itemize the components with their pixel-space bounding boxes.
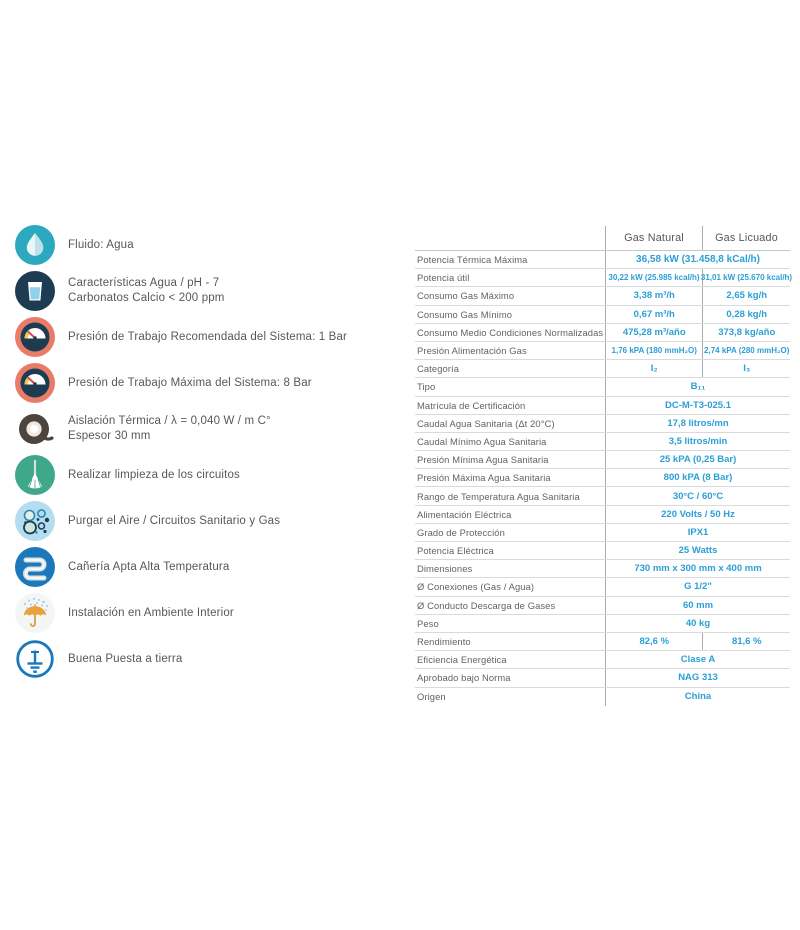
feature-item	[15, 406, 413, 452]
table-row	[415, 506, 790, 524]
feature-line: Presión de Trabajo Máxima del Sistema: 8 Bar	[68, 376, 312, 389]
spec-row-label: Eficiencia Energética	[417, 654, 507, 666]
spec-value: 373,8 kg/año	[702, 324, 790, 341]
spec-row-label: Caudal Agua Sanitaria (Δt 20°C)	[417, 417, 555, 429]
spec-value: NAG 313	[678, 672, 718, 684]
feature-line: Aislación Térmica / λ = 0,040 W / m C°	[68, 415, 271, 427]
feature-text	[68, 238, 134, 253]
spec-value: 31,01 kW (25.670 kcal/h)	[702, 269, 790, 286]
table-row	[415, 451, 790, 469]
spec-row-label: Ø Conducto Descarga de Gases	[417, 599, 556, 611]
feature-line: Cañería Apta Alta Temperatura	[68, 560, 230, 573]
column-header-gas-licuado: Gas Licuado	[702, 226, 790, 250]
spec-row-values	[605, 251, 790, 268]
table-row	[415, 669, 790, 687]
spec-value: DC-M-T3-025.1	[665, 399, 731, 411]
table-row	[415, 688, 790, 706]
spec-value: 1,76 kPA (180 mmH₂O)	[611, 346, 697, 356]
feature-line: Buena Puesta a tierra	[68, 652, 183, 665]
spec-row-values	[605, 324, 790, 341]
table-row	[415, 342, 790, 360]
spec-value: I₃	[702, 360, 790, 377]
feature-line: Espesor 30 mm	[68, 430, 151, 442]
spec-row-label: Consumo Medio Condiciones Normalizadas	[417, 326, 604, 338]
water-glass-icon	[15, 271, 55, 311]
feature-line: Características Agua / pH - 7	[68, 277, 220, 289]
spec-row-values	[605, 651, 790, 668]
spec-row-label: Peso	[417, 617, 439, 629]
table-row	[415, 651, 790, 669]
spec-value: 475,28 m³/año	[622, 326, 686, 338]
table-row	[415, 524, 790, 542]
table-row	[415, 433, 790, 451]
spec-row-values	[605, 451, 790, 468]
spec-row-label: Potencia Térmica Máxima	[417, 254, 528, 266]
feature-text	[68, 330, 347, 345]
spec-value: 81,6 %	[702, 633, 790, 650]
spec-row-label: Presión Máxima Agua Sanitaria	[417, 472, 551, 484]
spec-table-header	[415, 226, 790, 251]
spec-value: 0,67 m³/h	[633, 308, 675, 320]
pipe-icon	[15, 547, 55, 587]
column-header-gas-natural: Gas Natural	[605, 226, 702, 250]
feature-text	[68, 652, 182, 667]
spec-row-values	[605, 342, 790, 359]
spec-row-label: Dimensiones	[417, 563, 473, 575]
spec-row-values	[605, 397, 790, 414]
pressure-gauge-icon	[15, 317, 55, 357]
spec-row-values	[605, 487, 790, 504]
feature-item	[15, 268, 413, 314]
spec-value: 17,8 litros/mn	[667, 417, 729, 429]
spec-row-label: Tipo	[417, 381, 436, 393]
table-row	[415, 306, 790, 324]
spec-row-values	[605, 287, 790, 304]
spec-row-label: Grado de Protección	[417, 526, 505, 538]
spec-row-values	[605, 615, 790, 632]
spec-row-values	[605, 524, 790, 541]
table-row	[415, 360, 790, 378]
table-row	[415, 542, 790, 560]
table-row	[415, 397, 790, 415]
spec-value: 25 Watts	[678, 545, 718, 557]
feature-line: Instalación en Ambiente Interior	[68, 606, 234, 619]
spec-value: I₂	[650, 363, 658, 375]
feature-text	[68, 414, 271, 444]
table-row	[415, 578, 790, 596]
spec-row-label: Potencia Eléctrica	[417, 545, 494, 557]
spec-value: 40 kg	[685, 617, 711, 629]
feature-line: Realizar limpieza de los circuitos	[68, 468, 240, 481]
spec-value: 220 Volts / 50 Hz	[661, 508, 735, 520]
spec-value: 3,5 litros/min	[668, 435, 728, 447]
spec-value: 82,6 %	[639, 636, 670, 648]
spec-value: China	[684, 691, 712, 703]
table-row	[415, 415, 790, 433]
feature-line: Purgar el Aire / Circuitos Sanitario y Gas	[68, 514, 281, 527]
spec-value: 0,28 kg/h	[702, 306, 790, 323]
spec-row-values	[605, 597, 790, 614]
table-row	[415, 487, 790, 505]
feature-item	[15, 452, 413, 498]
feature-item	[15, 222, 413, 268]
spec-row-values	[605, 506, 790, 523]
feature-line: Fluido: Agua	[68, 238, 134, 251]
spec-row-label: Ø Conexiones (Gas / Agua)	[417, 581, 535, 593]
spec-value: 30°C / 60°C	[672, 490, 724, 502]
spec-value: B₁₁	[690, 381, 706, 393]
feature-text	[68, 514, 280, 529]
spec-row-label: Presión Mínima Agua Sanitaria	[417, 454, 549, 466]
feature-text	[68, 376, 312, 391]
spec-row-values	[605, 469, 790, 486]
table-row	[415, 615, 790, 633]
spec-row-label: Caudal Mínimo Agua Sanitaria	[417, 435, 547, 447]
table-row	[415, 633, 790, 651]
spec-row-values	[605, 269, 793, 286]
feature-line: Carbonatos Calcio < 200 ppm	[68, 292, 225, 304]
spec-row-label: Presión Alimentación Gas	[417, 345, 527, 357]
spec-row-values	[605, 633, 790, 650]
spec-value: 2,65 kg/h	[702, 287, 790, 304]
spec-row-values	[605, 669, 790, 686]
table-row	[415, 560, 790, 578]
spec-row-label: Consumo Gas Máximo	[417, 290, 515, 302]
spec-row-label: Potencia útil	[417, 272, 470, 284]
feature-text	[68, 468, 240, 483]
spec-value: 60 mm	[682, 599, 714, 611]
spec-table	[415, 226, 793, 706]
pressure-gauge-icon	[15, 363, 55, 403]
spec-row-values	[605, 688, 790, 706]
spec-row-label: Rango de Temperatura Agua Sanitaria	[417, 490, 580, 502]
header-spacer	[415, 226, 605, 250]
feature-text	[68, 560, 229, 575]
feature-text	[68, 606, 234, 621]
spec-row-values	[605, 360, 790, 377]
table-row	[415, 597, 790, 615]
table-row	[415, 269, 793, 287]
feature-item	[15, 636, 413, 682]
spec-table-body	[415, 251, 793, 706]
feature-item	[15, 314, 413, 360]
umbrella-icon	[15, 593, 55, 633]
water-drop-icon	[15, 225, 55, 265]
feature-item	[15, 498, 413, 544]
spec-row-label: Alimentación Eléctrica	[417, 508, 512, 520]
table-row	[415, 287, 790, 305]
spec-row-values	[605, 306, 790, 323]
spec-value: IPX1	[687, 526, 709, 538]
spec-row-values	[605, 433, 790, 450]
spec-row-values	[605, 542, 790, 559]
spec-row-label: Matrícula de Certificación	[417, 399, 526, 411]
features-list	[15, 222, 413, 682]
feature-line: Presión de Trabajo Recomendada del Sistema: 1 Bar	[68, 330, 348, 343]
spec-row-label: Origen	[417, 691, 446, 703]
feature-item	[15, 360, 413, 406]
spec-row-values	[605, 415, 790, 432]
feature-item	[15, 590, 413, 636]
bubbles-icon	[15, 501, 55, 541]
table-row	[415, 251, 790, 269]
broom-icon	[15, 455, 55, 495]
spec-row-values	[605, 378, 790, 395]
spec-value: 800 kPA (8 Bar)	[663, 472, 733, 484]
spec-value: Clase A	[680, 654, 716, 666]
ground-icon	[15, 639, 55, 679]
spec-value: 25 kPA (0,25 Bar)	[659, 454, 737, 466]
spec-row-label: Categoría	[417, 363, 460, 375]
spec-row-label: Aprobado bajo Norma	[417, 672, 511, 684]
table-row	[415, 469, 790, 487]
spec-row-values	[605, 578, 790, 595]
table-row	[415, 378, 790, 396]
spec-value: 730 mm x 300 mm x 400 mm	[634, 563, 762, 575]
spec-value: 3,38 m³/h	[633, 290, 675, 302]
spec-value: 36,58 kW (31.458,8 kCal/h)	[636, 254, 760, 266]
spec-value: G 1/2"	[684, 581, 712, 593]
spec-row-label: Consumo Gas Mínimo	[417, 308, 513, 320]
spec-row-values	[605, 560, 790, 577]
insulation-roll-icon	[15, 409, 55, 449]
feature-item	[15, 544, 413, 590]
spec-value: 30,22 kW (25.985 kcal/h)	[608, 273, 700, 283]
feature-text	[68, 276, 225, 306]
spec-row-label: Rendimiento	[417, 636, 471, 648]
spec-value: 2,74 kPA (280 mmH₂O)	[702, 342, 790, 359]
table-row	[415, 324, 790, 342]
